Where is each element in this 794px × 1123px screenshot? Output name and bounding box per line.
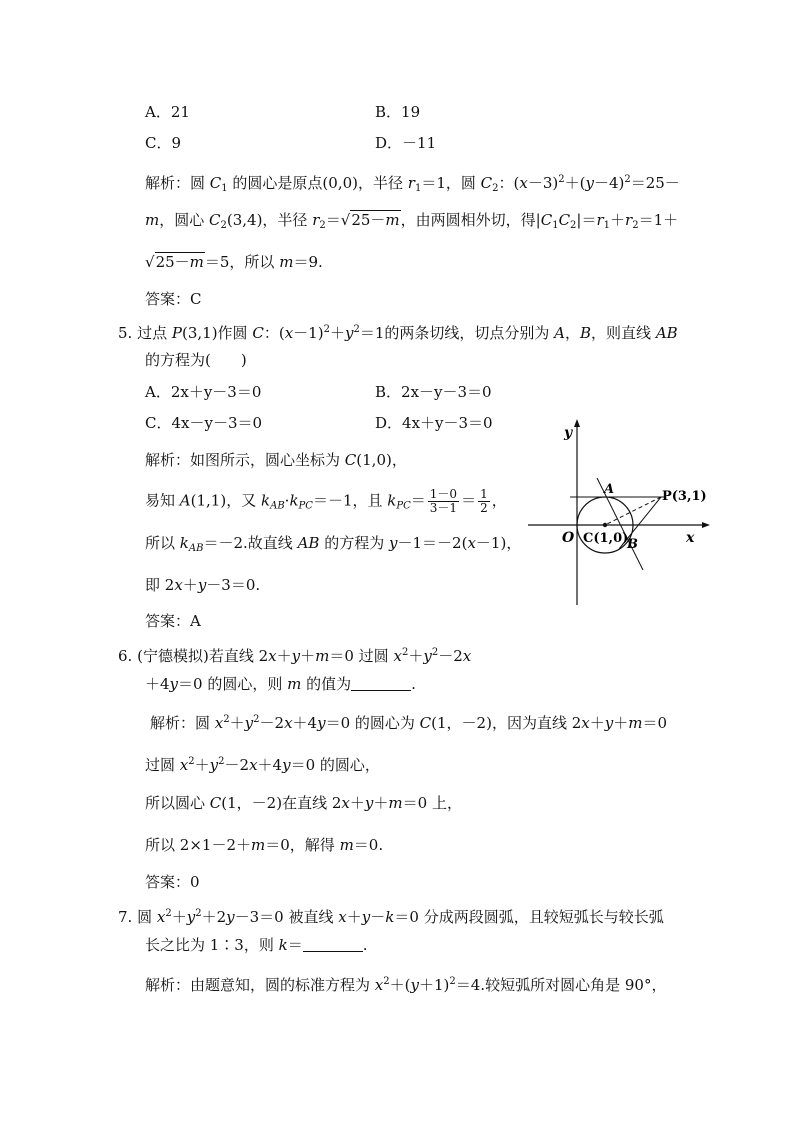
q6-explanation-line1: 解析：圆 $x^2+y^2-2x+4y=0$ 的圆心为 C(1，－2)，因为直线 2x＋y＋m＝0 xyxy=(150,714,668,732)
q4-option-b: B．19 xyxy=(375,103,421,121)
q7-number: 7. xyxy=(118,908,133,926)
q6-explanation-line2: 过圆 $x^2+y^2-2x+4y=0$ 的圆心， xyxy=(145,756,380,774)
label-p: P(3,1) xyxy=(662,489,707,504)
q5-number: 5. xyxy=(118,324,133,342)
q7-answer-blank xyxy=(303,937,363,952)
q5-option-b: B．2x－y－3＝0 xyxy=(375,383,492,401)
label-y: y xyxy=(564,425,573,441)
q6-answer: 答案：0 xyxy=(145,873,200,891)
q5-explanation-line3: 所以 $k_{AB}=-2$.故直线 AB 的方程为 y－1＝－2(x－1)， xyxy=(145,534,522,554)
q5-option-a: A．2x＋y－3＝0 xyxy=(145,383,262,401)
label-c: C(1,0) xyxy=(583,531,629,546)
q5-stem-line2: 的方程为( ) xyxy=(145,351,247,369)
label-o: O xyxy=(562,530,575,546)
q6-stem-line2: ＋4y＝0 的圆心，则 m 的值为 . xyxy=(145,675,416,693)
q6-stem-line1: 6. (宁德模拟)若直线 2x＋y＋m＝0 过圆 $x^2+y^2-2x$ xyxy=(118,647,472,665)
circle-tangent-figure xyxy=(520,415,720,610)
x-axis-arrow xyxy=(702,522,710,528)
q5-stem-line1: 5. 过点 P(3,1)作圆 C：$(x-1)^2+y^2=1$的两条切线，切点分别为 A，B，则直线 AB xyxy=(118,324,678,342)
q4-explanation-line2: m，圆心 $C_2(3,4)$，半径 $r_2=√25-m$，由两圆相外切，得$|C_1C_2|=r_1+r_2=1+$ xyxy=(145,211,679,231)
q4-option-d: D．－11 xyxy=(375,134,437,152)
q6-source: (宁德模拟) xyxy=(137,647,209,665)
q6-answer-blank xyxy=(351,676,411,691)
q5-answer: 答案：A xyxy=(145,612,201,630)
q6-number: 6. xyxy=(118,647,133,665)
q6-explanation-line3: 所以圆心 C(1，－2)在直线 2x＋y＋m＝0 上， xyxy=(145,794,462,812)
q4-jiexi-label: 解析： xyxy=(145,174,191,192)
q4-answer: 答案：C xyxy=(145,290,202,308)
q5-option-c: C．4x－y－3＝0 xyxy=(145,414,263,432)
y-axis-arrow xyxy=(574,419,580,427)
q5-option-d: D．4x＋y－3＝0 xyxy=(375,414,493,432)
label-b: B xyxy=(627,537,638,552)
q5-explanation-line4: 即 2x＋y－3＝0. xyxy=(145,576,261,594)
q7-explanation-line1: 解析：由题意知，圆的标准方程为 $x^2+(y+1)^2=4$.较短弧所对圆心角是 90°， xyxy=(145,976,667,994)
label-x: x xyxy=(686,530,695,546)
q6-explanation-line4: 所以 2×1－2＋m＝0，解得 m＝0. xyxy=(145,836,384,854)
q4-explanation-line3: √25－m＝5，所以 m＝9. xyxy=(145,253,323,271)
q4-option-a: A．21 xyxy=(145,103,190,121)
q7-stem-line1: 7. 圆 $x^2+y^2+2y-3=0$ 被直线 x＋y－k＝0 分成两段圆弧，且较短弧长与较长弧 xyxy=(118,908,664,926)
q5-explanation-line2: 易知 A(1,1)，又 $k_{AB}\cdot k_{PC}=-1$，且 $k_{PC}=$ $\frac{1-0}{3-1}$ ＝ $\frac{1}{2}$ ， xyxy=(145,487,507,515)
q7-stem-line2: 长之比为 1∶3，则 k＝ . xyxy=(145,936,368,954)
q4-explanation-line1: 解析：圆 $C_1$ 的圆心是原点(0,0)，半径 $r_1=1$，圆 $C_2$：$(x-3)^2+(y-4)^2=25-$ xyxy=(145,174,680,194)
label-a: A xyxy=(604,482,615,497)
q5-explanation-line1: 解析：如图所示，圆心坐标为 C(1,0)， xyxy=(145,451,407,469)
q4-option-c: C．9 xyxy=(145,134,182,152)
